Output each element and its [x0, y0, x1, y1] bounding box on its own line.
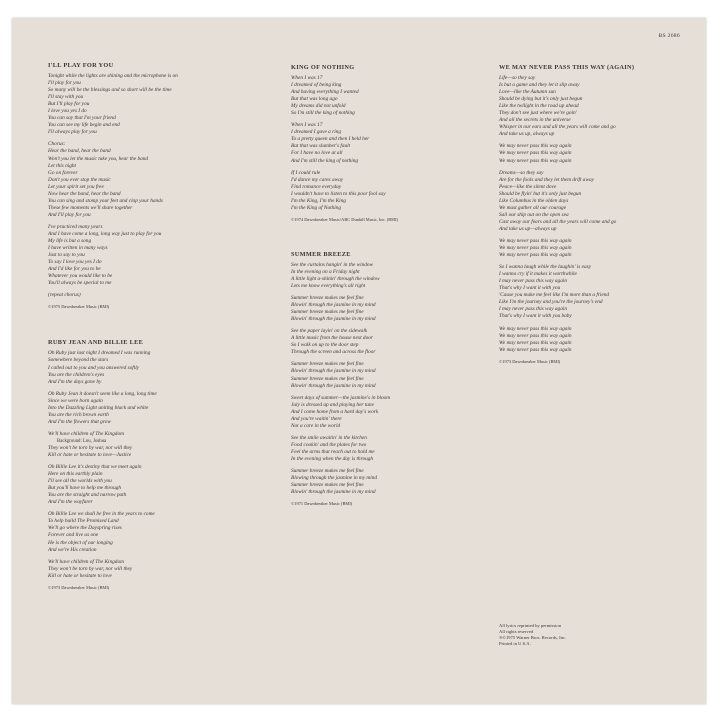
lyric-line: But that was long ago [291, 96, 338, 103]
lyric-line: These few moments we'll share together [48, 204, 133, 211]
lyric-line: So I wanna laugh while the laughin' is easy [499, 264, 592, 271]
lyric-line: Life—so they say [499, 75, 536, 81]
lyric-line: Like I'm the journey and you're the journey's end [499, 299, 603, 306]
stanza [499, 238, 697, 259]
lyric-line: See the smile awaitin' in the kitchen [291, 434, 367, 441]
credit-line: All lyrics reprinted by permission [499, 623, 562, 628]
lyric-line: I called out to you and you answered softly [48, 364, 140, 371]
lyric-line: See the curtains hangin' in the window [291, 261, 374, 268]
lyric-line: We may never pass this way again [499, 325, 572, 332]
lyric-line: We may never pass this way again [499, 157, 572, 164]
credits [499, 623, 566, 647]
lyric-line: You are the rich brown earth [48, 411, 109, 418]
lyric-line: Food cookin' and the plates for two [291, 441, 367, 448]
lyric-line: A little light a-shinin' through the window [291, 275, 380, 282]
lyric-line: Here on this earthly plain [48, 471, 103, 478]
lyric-line: Tonight while the lights are shining and the microphone is on [48, 73, 178, 79]
lyric-line: Is but a game and they let it slip away [499, 82, 580, 89]
song-king-of-nothing [291, 64, 486, 223]
lyric-line: Go on forever [48, 169, 78, 176]
lyric-line: Sail our ship out on the open sea [499, 211, 569, 218]
stanza [48, 559, 253, 580]
lyric-line: And I'd like for you to be [48, 266, 101, 273]
lyric-line: We may never pass this way again [499, 245, 572, 252]
lyric-line: I wouldn't have to listen to this poor fool say [291, 190, 386, 197]
song-title: SUMMER BREEZE [291, 250, 351, 258]
stanza [291, 435, 486, 463]
lyric-line: Won't you let the music take you, hear the band [48, 155, 149, 162]
lyric-line: Summer breeze makes me feel fine [291, 295, 364, 302]
lyric-line: That's why I want it with you baby [499, 313, 572, 320]
lyric-line: In the evening when the day is through [291, 455, 374, 462]
stanza [499, 170, 697, 233]
copyright-notice: ©1971 Dawnbreaker Music (BMI) [291, 501, 353, 507]
credit-line: All rights reserved [499, 629, 534, 635]
lyric-line: Blowin' through the jasmine in my mind [291, 316, 376, 323]
lyric-line: Let your spirit set you free [48, 183, 104, 190]
lyric-line: I wanna cry if it makes it worthwhile [499, 271, 577, 278]
lyric-line: Don't you ever stop the music [48, 176, 111, 183]
lyric-line: You are the straight and narrow path [48, 492, 127, 499]
lyric-line: To say I love you yes I do [48, 259, 102, 266]
lyric-line: And we're His creation [48, 546, 97, 553]
lyric-line: Now hear the band, hear the band [48, 190, 121, 197]
lyric-line: We may never pass this way again [499, 237, 572, 244]
song-summer-breeze [291, 251, 486, 507]
lyric-line: So many will be the blessings and so short will be the time [48, 87, 172, 94]
lyric-line: Summer breeze makes me feel fine [291, 482, 364, 489]
lyric-line: Love—like the Autumn sun [499, 89, 556, 96]
lyric-line: Hear the band, hear the band [48, 148, 111, 155]
lyric-line: Oh Billie Lee we shall be free in the years to come [48, 511, 155, 518]
lyric-line: I'll always play for you [48, 129, 97, 136]
song-ill-play-for-you [48, 62, 253, 310]
lyric-line: Find romance everyday [291, 183, 342, 190]
stanza [499, 326, 697, 354]
lyric-line: Dreams—so they say [499, 169, 544, 176]
lyric-line: I'll play for you [48, 80, 81, 87]
lyric-line: Are for the fools and they let them drift away [499, 176, 594, 183]
lyric-line: Feel the arms that reach out to hold me [291, 448, 375, 455]
lyric-line: We may never pass this way again [499, 150, 572, 157]
lyric-line: And all the secrets in the universe [499, 117, 571, 124]
lyric-line: July is dressed up and playing her tune [291, 401, 374, 408]
lyric-line: We'll have children of The Kingdom [48, 430, 124, 437]
lyric-line: Kill or hate or hesitate to love [48, 572, 112, 579]
lyric-line: Lets me know everything's all right [291, 282, 366, 289]
lyric-line: (repeat chorus) [48, 292, 81, 299]
lyric-line: You'll always be special to me [48, 280, 112, 287]
lyric-line: I'll stay with you [48, 94, 84, 101]
lyric-line: We'll go where the Dayspring rises [48, 525, 122, 532]
copyright-notice: ©1974 Dawnbreaker Music/ABC Dunhill Music, Inc. (BMI) [291, 216, 398, 222]
lyric-line: So I'm still the king of nothing [291, 110, 355, 117]
lyric-line: So I walk on up to the door step [291, 342, 359, 349]
lyric-line: We'll have children of The Kingdom [48, 558, 124, 565]
credit-line: Printed in U.S.A. [499, 641, 531, 647]
lyric-line: Cast away our fears and all the years will come and go [499, 218, 617, 225]
lyric-line: You are the children's eyes [48, 371, 105, 378]
lyric-line: We must gather all our courage [499, 204, 567, 211]
lyric-line: They won't be torn by war, nor will they [48, 444, 133, 451]
lyric-line: And I'm the wayfarer [48, 499, 93, 506]
lyric-line: Like the twilight in the road up ahead [499, 103, 579, 110]
stanza [48, 224, 253, 287]
lyric-line: I love you yes I do [48, 108, 87, 115]
lyric-line: We may never pass this way again [499, 143, 572, 150]
song-title: WE MAY NEVER PASS THIS WAY (AGAIN) [499, 64, 635, 71]
stanza [291, 262, 486, 290]
lyric-line: But that was slumber's fault [291, 143, 351, 150]
stanza [291, 170, 486, 212]
lyric-line: To help build The Promised Land [48, 518, 119, 525]
lyric-line: When I was 17 [291, 122, 323, 129]
lyric-line: They won't be torn by war, nor will they [48, 565, 133, 572]
lyric-line: And I'm the days gone by [48, 378, 102, 385]
stanza [499, 75, 697, 138]
lyric-line: Blowin' through the jasmine in my mind [291, 489, 376, 496]
lyric-line: Kill or hate or hesitate to love—Justice [48, 452, 132, 459]
column-left [48, 62, 253, 591]
lyric-line: Whatever you would like to be [48, 273, 113, 280]
song-title: KING OF NOTHING [291, 64, 355, 71]
lyric-line: I'm the King of Nothing [291, 204, 341, 211]
lyric-line: Chorus: [48, 141, 66, 148]
lyric-line: And I come home from a hard day's work [291, 408, 379, 415]
lyric-line: We may never pass this way again [499, 339, 572, 346]
stanza [48, 73, 253, 136]
lyric-line: And I have come a long, long way just to play for you [48, 230, 162, 237]
lyric-line: Oh Billie Lee it's destiny that we meet again [48, 464, 142, 471]
lyric-line: You can say that I'm your friend [48, 115, 116, 122]
lyric-line: In the evening on a Friday night [291, 268, 360, 275]
lyric-line: And having everything I wanted [291, 89, 359, 96]
catalog-number: BS 2686 [658, 33, 680, 39]
lyric-line: Whisper in our ears and all the years will come and go [499, 124, 616, 131]
stanza [291, 361, 486, 389]
lyric-line: Into the Dazzling Light uniting black and white [48, 404, 149, 411]
lyric-line: But I'll play for you [48, 101, 90, 108]
lyric-line: See the paper layin' on the sidewalk [291, 328, 368, 335]
lyric-line: If I could rule [291, 169, 321, 176]
lyric-line: Somewhere beyond the stars [48, 357, 109, 364]
stanza [48, 292, 253, 299]
lyric-line: Like Columbus in the olden days [499, 197, 569, 204]
lyric-line: To a pretty queen and then I held her [291, 136, 370, 143]
lyric-line: Blowin' through the jasmine in my mind [291, 382, 376, 389]
lyric-line: I've practiced many years [48, 223, 103, 230]
lyric-line: Since we were born again [48, 397, 103, 404]
credit-line: ®©1975 Warner Bros. Records, Inc. [499, 635, 567, 641]
lyric-line: You can see my life begin and end [48, 122, 120, 129]
lyric-line: Peace—like the silent dove [499, 183, 557, 190]
stanza [291, 468, 486, 496]
lyric-line: We may never pass this way again [499, 346, 572, 353]
stanza [48, 350, 253, 385]
lyric-line: Forever and live as one [48, 532, 99, 539]
lyric-line: Summer breeze makes me feel fine [291, 361, 364, 368]
lyric-line: Summer breeze makes me feel fine [291, 468, 364, 475]
lyric-line: We may never pass this way again [499, 332, 572, 339]
copyright-notice: ©1973 Dawnbreaker Music (BMI) [499, 358, 561, 364]
lyric-line: Should be flyin' but it's only just begun [499, 190, 582, 197]
lyric-line: I dreamed I gave a ring [291, 129, 341, 136]
song-ruby-jean-and-billie-lee [48, 339, 253, 590]
lyric-line: And take us up—always up [499, 225, 557, 232]
song-title: I'LL PLAY FOR YOU [48, 62, 114, 69]
copyright-notice: ©1973 Dawnbreaker Music (BMI) [48, 584, 110, 590]
lyric-line: Sweet days of summer—the jasmine's in bloom [291, 394, 391, 401]
column-right [499, 64, 697, 365]
lyric-line: I may never pass this way again [499, 306, 567, 313]
copyright-notice: ©1975 Dawnbreaker Music (BMI) [48, 304, 110, 310]
stanza [291, 75, 486, 117]
lyric-line: Should be dying but it's only just begun [499, 96, 583, 103]
lyric-line: I'm the King, I'm the King [291, 197, 346, 204]
lyric-line: A little music from the house next door [291, 335, 373, 342]
lyric-line: But you'll have to help me through [48, 485, 122, 492]
stanza [499, 143, 697, 164]
lyric-sheet [12, 18, 706, 704]
stanza [48, 391, 253, 426]
lyric-line: Just to say to you [48, 252, 85, 259]
lyric-line: For I have no love at all [291, 150, 343, 157]
lyric-line: Through the screen and across the floor [291, 349, 376, 356]
lyric-line: You can sing and stomp your feet and clap your hands [48, 197, 163, 204]
column-middle [291, 64, 486, 507]
lyric-line: Summer breeze makes me feel fine [291, 309, 364, 316]
lyric-line: Summer breeze makes me feel fine [291, 375, 364, 382]
stanza [291, 328, 486, 356]
lyric-line: That's why I want it with you [499, 285, 561, 292]
lyric-line: I may never pass this way again [499, 278, 567, 285]
lyric-line: My life is but a song [48, 238, 92, 245]
lyric-line: And I'll play for you [48, 211, 91, 218]
stanza [499, 264, 697, 320]
lyric-line: And I'm the flowers that grow [48, 418, 111, 425]
lyric-line: My dreams did not unfold [291, 103, 346, 110]
stanza [48, 141, 253, 219]
stanza [291, 122, 486, 164]
lyric-line: Oh Ruby just last night I dreamed I was running [48, 350, 151, 357]
lyric-line: Blowin' through the jasmine in my mind [291, 368, 376, 375]
lyric-line: Blowing through the jasmine in my mind [291, 475, 378, 482]
lyric-line: And I'm still the king of nothing [291, 157, 359, 164]
stanza [48, 511, 253, 553]
song-title: RUBY JEAN AND BILLIE LEE [48, 339, 144, 347]
stanza [48, 464, 253, 506]
lyric-line: Let this night [48, 162, 76, 169]
lyric-line: I'll see all the worlds with you [48, 478, 112, 485]
lyric-line: He is the object of our longing [48, 539, 113, 546]
lyric-line: We may never pass this way again [499, 252, 572, 259]
lyric-line: And take us up, always up [499, 131, 555, 138]
stanza [291, 295, 486, 323]
lyric-line: Blowin' through the jasmine in my mind [291, 302, 376, 309]
lyric-line: I'd dance my cares away [291, 176, 344, 183]
lyric-line: I dreamed of being king [291, 82, 342, 89]
lyric-line: And you're waitin' there [291, 415, 342, 422]
lyric-line: I have written in many ways [48, 245, 108, 252]
song-we-may-never-pass-this-way [499, 64, 697, 365]
lyric-line: Background: Lou, Joshua [57, 438, 107, 444]
stanza [291, 395, 486, 430]
stanza [48, 431, 253, 459]
lyric-line: 'Cause you make me feel like I'm more than a friend [499, 292, 610, 299]
lyric-line: Not a care in the world [291, 422, 341, 429]
lyric-line: Oh Ruby Jean it doesn't seem like a long, long time [48, 390, 157, 397]
lyric-line: They don't see just where we're goin' [499, 110, 577, 117]
lyric-line: When I was 17 [291, 75, 323, 81]
